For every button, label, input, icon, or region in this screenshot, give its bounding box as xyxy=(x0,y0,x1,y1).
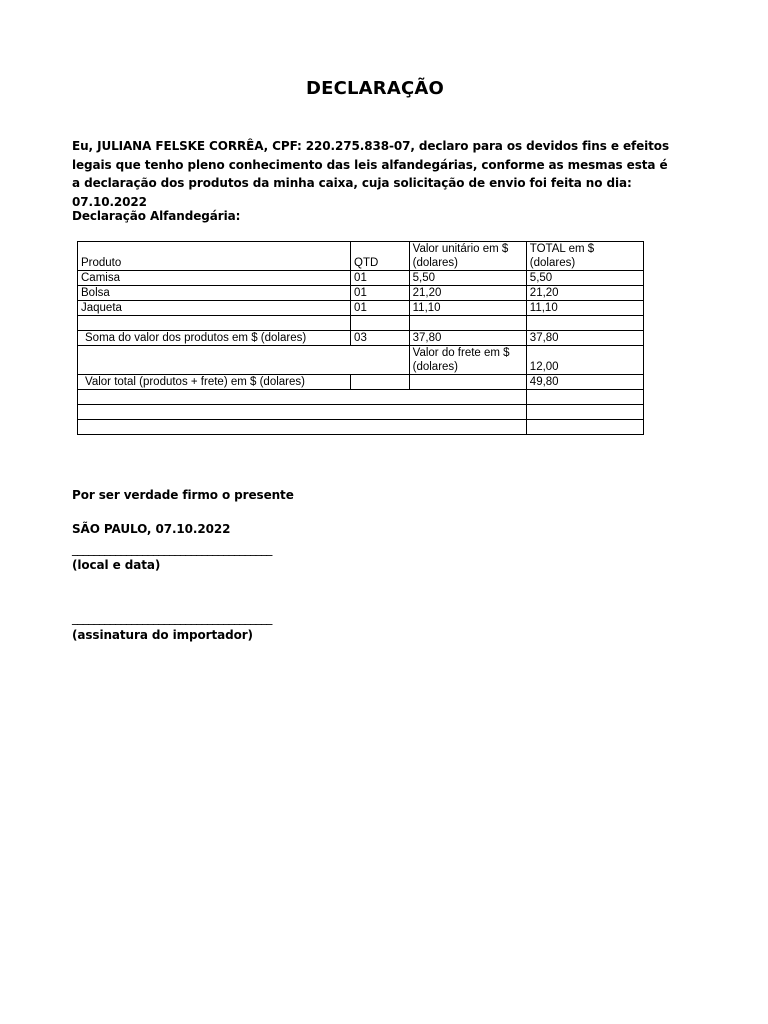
freight-label: Valor do frete em $ (dolares) xyxy=(409,346,526,375)
importer-signature-line: _____________________________________ xyxy=(72,611,272,625)
header-unit-price: Valor unitário em $ (dolares) xyxy=(409,242,526,271)
grand-total-value: 49,80 xyxy=(526,375,643,390)
header-qty: QTD xyxy=(351,242,410,271)
table-header-row xyxy=(78,242,644,271)
qty-cell: 01 xyxy=(351,271,410,286)
sum-qty: 03 xyxy=(351,331,410,346)
sum-unit-price: 37,80 xyxy=(409,331,526,346)
empty-row xyxy=(78,420,644,435)
unit-price-cell: 21,20 xyxy=(409,286,526,301)
table-row xyxy=(78,271,644,286)
table-row xyxy=(78,301,644,316)
unit-price-cell: 11,10 xyxy=(409,301,526,316)
header-total: TOTAL em $ (dolares) xyxy=(526,242,643,271)
table-row xyxy=(78,286,644,301)
place-date-signature-line: _____________________________________ xyxy=(72,542,272,556)
document-title: DECLARAÇÃO xyxy=(305,78,445,99)
empty-row xyxy=(78,316,644,331)
declaration-paragraph: Eu, JULIANA FELSKE CORRÊA, CPF: 220.275.838-07, declaro para os devidos fins e efeitos legais que tenho pleno conhecimento das leis alfandegárias, conforme as mesmas esta é a declaração dos produtos da minha caixa, cuja solicitação de envio foi feita no dia: 07.10.2022 xyxy=(72,139,669,209)
freight-row xyxy=(78,346,644,375)
customs-subheading: Declaração Alfandegária: xyxy=(72,209,241,223)
qty-cell: 01 xyxy=(351,286,410,301)
empty-row xyxy=(78,390,644,405)
empty-row xyxy=(78,405,644,420)
grand-total-row xyxy=(78,375,644,390)
product-cell: Bolsa xyxy=(78,286,351,301)
sum-total: 37,80 xyxy=(526,331,643,346)
qty-cell: 01 xyxy=(351,301,410,316)
sum-row xyxy=(78,331,644,346)
unit-price-cell: 5,50 xyxy=(409,271,526,286)
importer-signature-label: (assinatura do importador) xyxy=(72,628,253,642)
place-and-date: SÃO PAULO, 07.10.2022 xyxy=(72,522,231,536)
customs-declaration-table xyxy=(77,241,644,435)
header-product: Produto xyxy=(78,242,351,271)
place-date-label: (local e data) xyxy=(72,558,161,572)
grand-total-label: Valor total (produtos + frete) em $ (dolares) xyxy=(78,375,351,390)
product-cell: Camisa xyxy=(78,271,351,286)
total-cell: 11,10 xyxy=(526,301,643,316)
total-cell: 21,20 xyxy=(526,286,643,301)
product-cell: Jaqueta xyxy=(78,301,351,316)
freight-total: 12,00 xyxy=(526,346,643,375)
total-cell: 5,50 xyxy=(526,271,643,286)
closing-statement: Por ser verdade firmo o presente xyxy=(72,488,294,502)
sum-label: Soma do valor dos produtos em $ (dolares) xyxy=(78,331,351,346)
